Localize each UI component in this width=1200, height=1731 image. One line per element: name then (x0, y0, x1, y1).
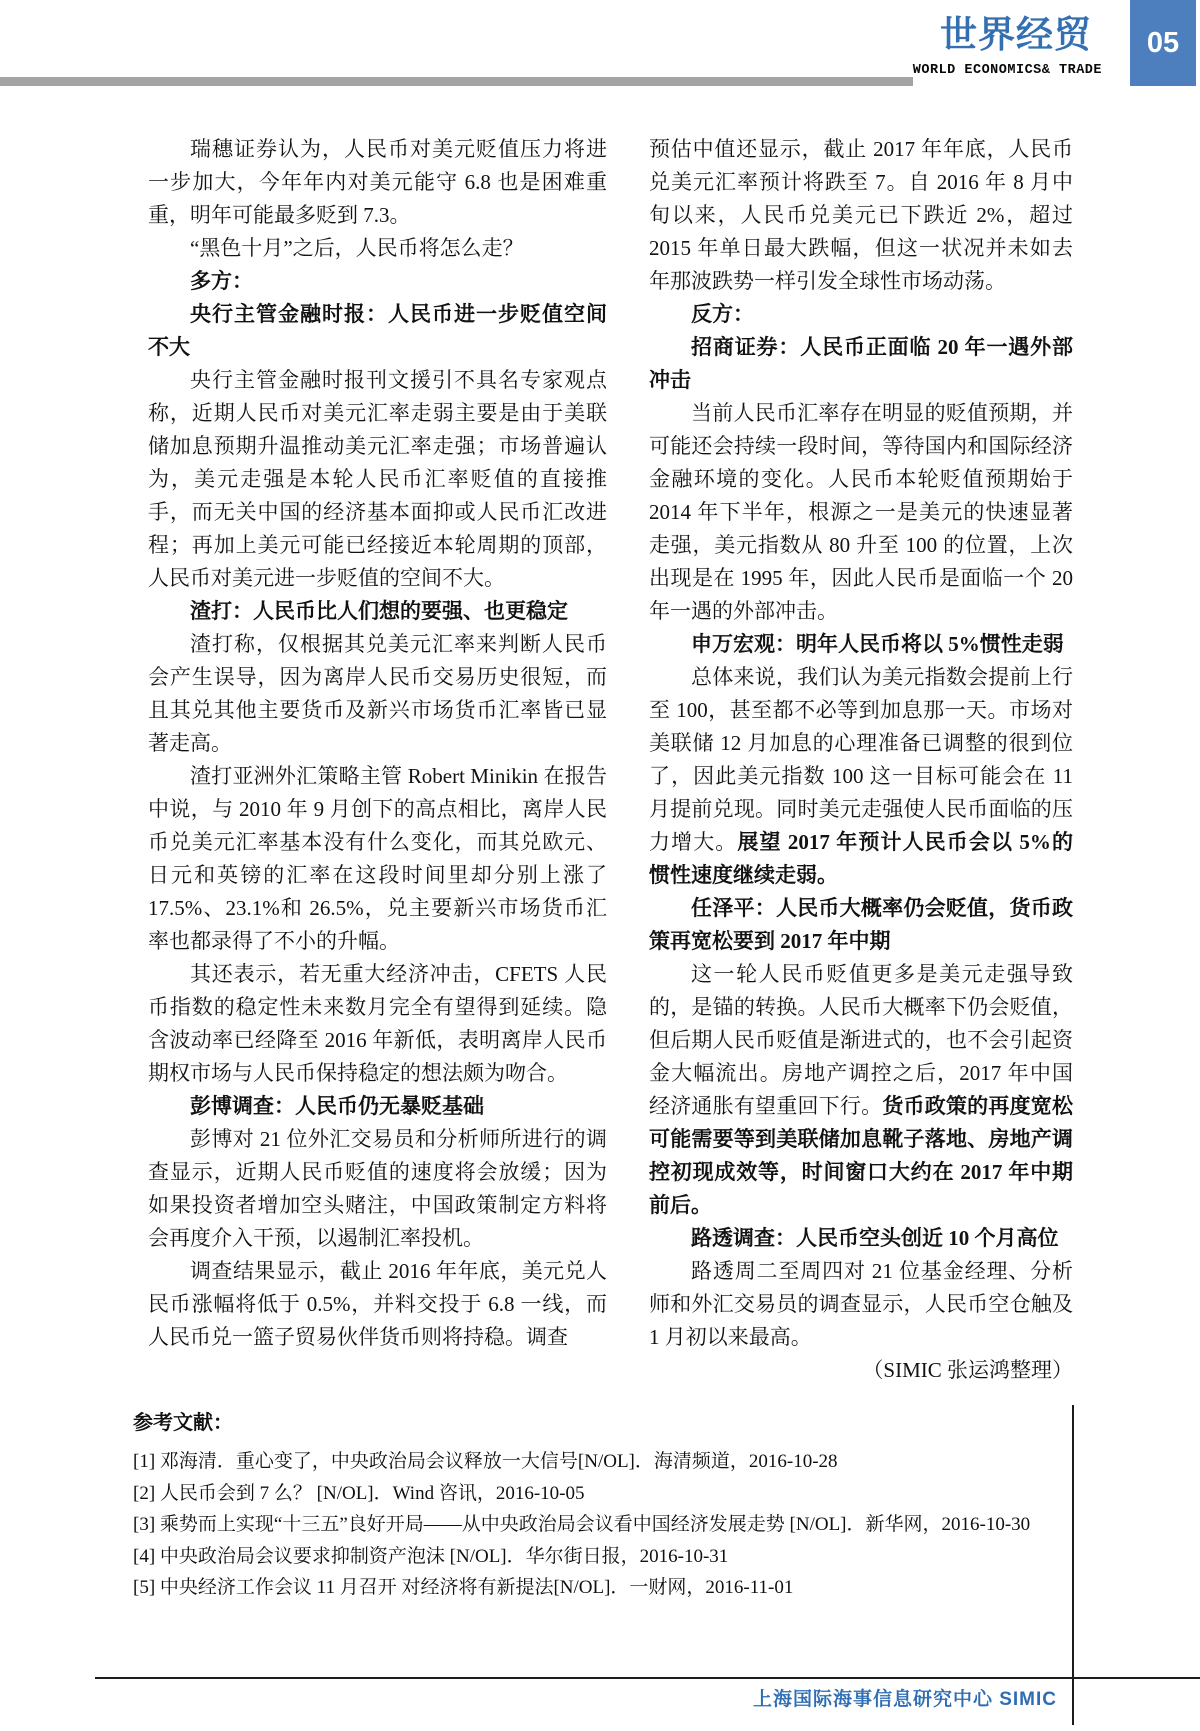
section-heading (649, 331, 1073, 397)
body-paragraph (148, 1255, 607, 1354)
text-run: 当前人民币汇率存在明显的贬值预期，并可能还会持续一段时间，等待国内和国际经济金融环境的变化。人民币本轮贬值预期始于 2014 年下半年，根源之一是美元的快速显著走强，美元指数从 80 升至 100 的位置，上次出现是在 1995 年，因此人民币是面临一个 20 年一遇的外部冲击。 (649, 401, 1073, 623)
text-run: 招商证券：人民币正面临 20 年一遇外部冲击 (649, 335, 1073, 392)
body-paragraph (148, 1123, 607, 1255)
reference-item: [3] 乘势而上实现“十三五”良好开局——从中央政治局会议看中国经济发展走势 [N/OL]．新华网，2016-10-30 (133, 1514, 1031, 1535)
text-run: 总体来说，我们认为美元指数会提前上行至 100，甚至都不必等到加息那一天。市场对美联储 12 月加息的心理准备已调整的很到位了，因此美元指数 100 这一目标可能会在 11 月提前兑现。同时美元走强使人民币面临的压力增大。 (649, 665, 1073, 854)
references-section (133, 1406, 1118, 1604)
body-paragraph (649, 958, 1073, 1222)
text-run: 这一轮人民币贬值更多是美元走强导致的，是锚的转换。人民币大概率下仍会贬值，但后期人民币贬值是渐进式的，也不会引起资金大幅流出。房地产调控之后，2017 年中国经济通胀有望重回下行。 (649, 962, 1073, 1118)
text-run: 央行主管金融时报刊文援引不具名专家观点称，近期人民币对美元汇率走弱主要是由于美联储加息预期升温推动美元汇率走强；市场普遍认为，美元走强是本轮人民币汇率贬值的直接推手，而无关中国的经济基本面抑或人民币汇改进程；再加上美元可能已经接近本轮周期的顶部，人民币对美元进一步贬值的空间不大。 (148, 368, 607, 590)
text-run: 瑞穗证券认为，人民币对美元贬值压力将进一步加大，今年年内对美元能守 6.8 也是困难重重，明年可能最多贬到 7.3。 (148, 137, 607, 227)
text-run: 渣打称，仅根据其兑美元汇率来判断人民币会产生误导，因为离岸人民币交易历史很短，而且其兑其他主要货币及新兴市场货币汇率皆已显著走高。 (148, 632, 607, 755)
reference-item: [2] 人民币会到 7 么？ [N/OL]．Wind 咨讯，2016-10-05 (133, 1482, 585, 1504)
footer-rule (95, 1677, 1200, 1679)
text-run: 预估中值还显示，截止 2017 年年底，人民币兑美元汇率预计将跌至 7。自 2016 年 8 月中旬以来，人民币兑美元已下跌近 2%，超过 2015 年单日最大跌幅，但这一状况并未如去年那波跌势一样引发全球性市场动荡。 (649, 137, 1073, 293)
reference-item: [4] 中央政治局会议要求抑制资产泡沫 [N/OL]．华尔街日报，2016-10-31 (133, 1545, 729, 1567)
section-title-chinese: 世界经贸 (940, 14, 1092, 55)
text-run: 货币政策的再度宽松可能需要等到美联储加息靴子落地、房地产调控初现成效等，时间窗口大约在 2017 年中期前后。 (649, 1094, 1074, 1217)
text-run: 多方： (190, 269, 253, 293)
page-number-badge: 05 (1130, 0, 1196, 86)
body-paragraph (148, 364, 607, 595)
section-heading (148, 595, 607, 628)
body-paragraph (148, 760, 607, 958)
text-run: 反方： (691, 302, 754, 326)
text-run: 任泽平：人民币大概率仍会贬值，货币政策再宽松要到 2017 年中期 (649, 896, 1073, 953)
text-run: 彭博调查：人民币仍无暴贬基础 (190, 1094, 484, 1118)
article-column-right (649, 133, 1073, 1387)
body-paragraph (649, 133, 1073, 298)
references-heading: 参考文献： (133, 1412, 233, 1434)
body-paragraph (148, 958, 607, 1090)
reference-item: [1] 邓海清．重心变了，中央政治局会议释放一大信号[N/OL]．海清频道，2016-10-28 (133, 1451, 838, 1472)
section-heading (649, 628, 1073, 661)
body-paragraph (649, 397, 1073, 628)
text-run: “黑色十月”之后，人民币将怎么走？ (190, 236, 524, 260)
text-run: 渣打亚洲外汇策略主管 Robert Minikin 在报告中说，与 2010 年 9 月创下的高点相比，离岸人民币兑美元汇率基本没有什么变化，而其兑欧元、日元和英镑的汇率在这段时间里却分别上涨了 17.5%、23.1%和 26.5%，兑主要新兴市场货币汇率也都录得了不小的升幅。 (148, 764, 607, 953)
footer-organization: 上海国际海事信息研究中心 SIMIC (752, 1689, 1057, 1710)
text-run: 展望 2017 年预计人民币会以 5%的惯性速度继续走弱。 (649, 830, 1074, 887)
section-heading (649, 298, 1073, 331)
text-run: 路透调查：人民币空头创近 10 个月高位 (691, 1226, 1059, 1250)
text-run: 央行主管金融时报：人民币进一步贬值空间不大 (148, 302, 607, 359)
body-paragraph (148, 133, 607, 232)
references-list (133, 1446, 1118, 1604)
body-paragraph (148, 232, 607, 265)
byline (649, 1354, 1073, 1387)
text-run: 申万宏观：明年人民币将以 5%惯性走弱 (691, 632, 1064, 656)
text-run: 其还表示，若无重大经济冲击，CFETS 人民币指数的稳定性未来数月完全有望得到延续。隐含波动率已经降至 2016 年新低，表明离岸人民币期权市场与人民币保持稳定的想法颇为吻合。 (148, 962, 607, 1085)
body-paragraph (649, 1255, 1073, 1354)
text-run: 彭博对 21 位外汇交易员和分析师所进行的调查显示，近期人民币贬值的速度将会放缓；因为如果投资者增加空头赌注，中国政策制定方料将会再度介入干预，以遏制汇率投机。 (148, 1127, 607, 1250)
text-run: 路透周二至周四对 21 位基金经理、分析师和外汇交易员的调查显示，人民币空仓触及 1 月初以来最高。 (649, 1259, 1073, 1349)
article-column-left (148, 133, 607, 1354)
header-divider-bar (0, 77, 913, 86)
text-run: （SIMIC 张运鸿整理） (862, 1358, 1073, 1382)
body-paragraph (649, 661, 1073, 892)
section-heading (148, 298, 607, 364)
section-heading (649, 892, 1073, 958)
body-paragraph (148, 628, 607, 760)
section-title-english: WORLD ECONOMICS& TRADE (912, 63, 1102, 78)
reference-item: [5] 中央经济工作会议 11 月召开 对经济将有新提法[N/OL]．一财网，2016-11-01 (133, 1577, 794, 1598)
section-heading (148, 1090, 607, 1123)
section-heading (148, 265, 607, 298)
text-run: 调查结果显示，截止 2016 年年底，美元兑人民币涨幅将低于 0.5%，并料交投于 6.8 一线，而人民币兑一篮子贸易伙伴货币则将持稳。调查 (148, 1259, 607, 1349)
text-run: 渣打：人民币比人们想的要强、也更稳定 (190, 599, 568, 623)
section-heading (649, 1222, 1073, 1255)
